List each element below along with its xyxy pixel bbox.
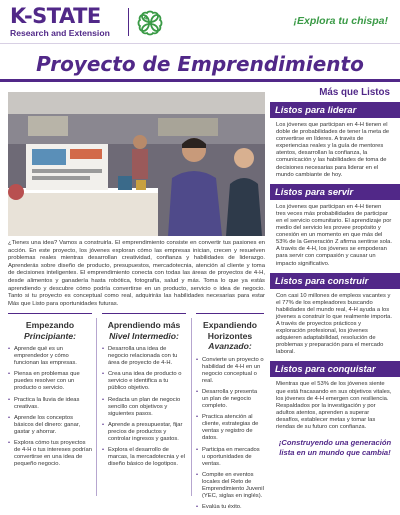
sidebar: [270, 86, 400, 500]
section-heading-conquer: Listos para conquistar: [270, 361, 400, 377]
list-item: • Explora el desarrollo de marcas, la mercadotecnia y el diseño básico de logotipos.: [102, 447, 186, 468]
column-intermediate: [102, 313, 186, 472]
column-heading: [196, 313, 264, 352]
column-title: Expandiendo Horizontes: [203, 320, 257, 341]
column-advanced: [196, 313, 264, 515]
section-heading-serve: Listos para servir: [270, 184, 400, 200]
column-divider: [191, 318, 192, 496]
column-level: Avanzado:: [208, 341, 252, 351]
section-heading-build: Listos para construir: [270, 273, 400, 289]
sidebar-title: Más que Listos: [319, 87, 390, 98]
kstate-logo: [10, 6, 122, 38]
list-item: • Crea una idea de producto o servicio e identifica a tu público objetivo.: [102, 371, 186, 392]
page-header: [0, 0, 400, 44]
list-item: • Explora cómo tus proyectos de 4-H o tus intereses podrían convertirse en una idea de pequeño negocio.: [8, 440, 92, 468]
list-item: • Practica atención al cliente, estrategias de ventas y registro de datos.: [196, 414, 264, 442]
column-title: Empezando: [25, 320, 75, 330]
logo-divider: [128, 8, 129, 36]
list-item: • Aprende los conceptos básicos del dinero: ganar, gastar y ahorrar.: [8, 415, 92, 436]
column-level: Principiante:: [23, 330, 77, 341]
section-body-build: Con casi 10 millones de empleos vacantes y el 77% de los empleadores buscando habilidades del mundo real, 4-H ayuda a los jóvenes a construir lo que realmente importa. A través de proyectos prácticos y exploración profesional, los jóvenes adquieren adaptabilidad, resolución de problemas y preparación para el mercado laboral.: [276, 292, 392, 356]
column-heading: [102, 313, 186, 341]
list-item: • Participa en mercados u oportunidades de ventas.: [196, 447, 264, 468]
title-band: [0, 48, 400, 82]
list-item: • Evalúa tu éxito.: [196, 504, 264, 511]
column-heading: [8, 313, 92, 341]
list-item: • Redacta un plan de negocio sencillo con objetivos y siguientes pasos.: [102, 397, 186, 418]
logo-title: K-STATE: [10, 4, 101, 28]
list-item: • Aprende qué es un emprendedor y cómo funcionan las empresas.: [8, 346, 92, 367]
column-level: Nivel Intermedio:: [109, 330, 179, 341]
page-title: Proyecto de Emprendimiento: [36, 52, 364, 76]
list-item: • Desarrolla y presenta un plan de negocio completo.: [196, 389, 264, 410]
column-list: [8, 346, 92, 468]
4h-clover-icon: [136, 9, 164, 37]
column-list: [196, 357, 264, 512]
list-item: • Convierte un proyecto o habilidad de 4-H en un negocio conceptual o real.: [196, 357, 264, 385]
section-body-lead: Los jóvenes que participan en 4-H tienen el doble de probabilidades de tener la meta de convertirse en líderes. A través de experiencias reales y la guía de mentores atentos, desarrollan la confianza, la comunicación y las habilidades de toma de decisiones necesarias para liderar en el mundo cambiante de hoy.: [276, 122, 390, 178]
list-item: • Compite en eventos locales del Reto de Emprendimiento Juvenil (YEC, siglas en inglés).: [196, 472, 264, 500]
list-item: • Desarrolla una idea de negocio relacionada con tu área de proyecto de 4-H.: [102, 346, 186, 367]
column-list: [102, 346, 186, 468]
list-item: • Piensa en problemas que puedes resolver con un producto o servicio.: [8, 371, 92, 392]
column-divider: [96, 318, 97, 496]
section-heading-lead: Listos para liderar: [270, 102, 400, 118]
booth-photo: [8, 92, 265, 236]
list-item: • Practica la lluvia de ideas creativas.: [8, 397, 92, 411]
column-title: Aprendiendo más: [107, 320, 181, 330]
section-body-conquer: Mientras que el 53% de los jóvenes siente que está fracasando en sus objetivos vitales, los jóvenes de 4-H emergen con resiliencia. Respaldados por la investigación y por adultos atentos, aprenden a superar desafíos, establecer metas y tomar las riendas de su futuro con confianza.: [276, 381, 392, 430]
section-body-serve: Los jóvenes que participan en 4-H tienen tres veces más probabilidades de participar en el servicio comunitario. El aprendizaje por medio del servicio les provee propósito y conexión en un momento en que más del 53% de la Generación Z afirma sentirse sola. A través de 4-H, los jóvenes se empoderan para servir con compasión y causar un impacto significativo.: [276, 203, 392, 267]
logo-subtitle: Research and Extension: [10, 28, 110, 38]
list-item: • Aprende a presupuestar, fijar precios de productos y controlar ingresos y gastos.: [102, 422, 186, 443]
tagline: ¡Explora tu chispa!: [293, 15, 388, 27]
column-beginner: [8, 313, 92, 472]
closing-slogan: ¡Construyendo una generación lista en un mundo que cambia!: [278, 438, 392, 457]
intro-paragraph: ¿Tienes una idea? Vamos a construirla. El emprendimiento consiste en convertir tus pasiones en acción. En este proyecto, los jóvenes exploran cómo las empresas inician, crecen y resuelven problemas reales mientras desarrollan creatividad, confianza y habilidades de liderazgo. Aprenderás sobre diseño de producto, presupuestos, mercadotecnia, atención al cliente y toma de decisiones inteligentes. El emprendimiento conecta con todas las áreas de proyectos de 4-H, desde alimentos y ganadería hasta robótica, fotografía, salud y más. Toma lo que ya estás aprendiendo y descubre cómo podría convertirse en un producto, servicio o idea de negocio. Tanto si tu proyecto es conceptual como real, adquirirás las habilidades necesarias para estar Más que Listo para oportunidades futuras.: [8, 240, 265, 307]
